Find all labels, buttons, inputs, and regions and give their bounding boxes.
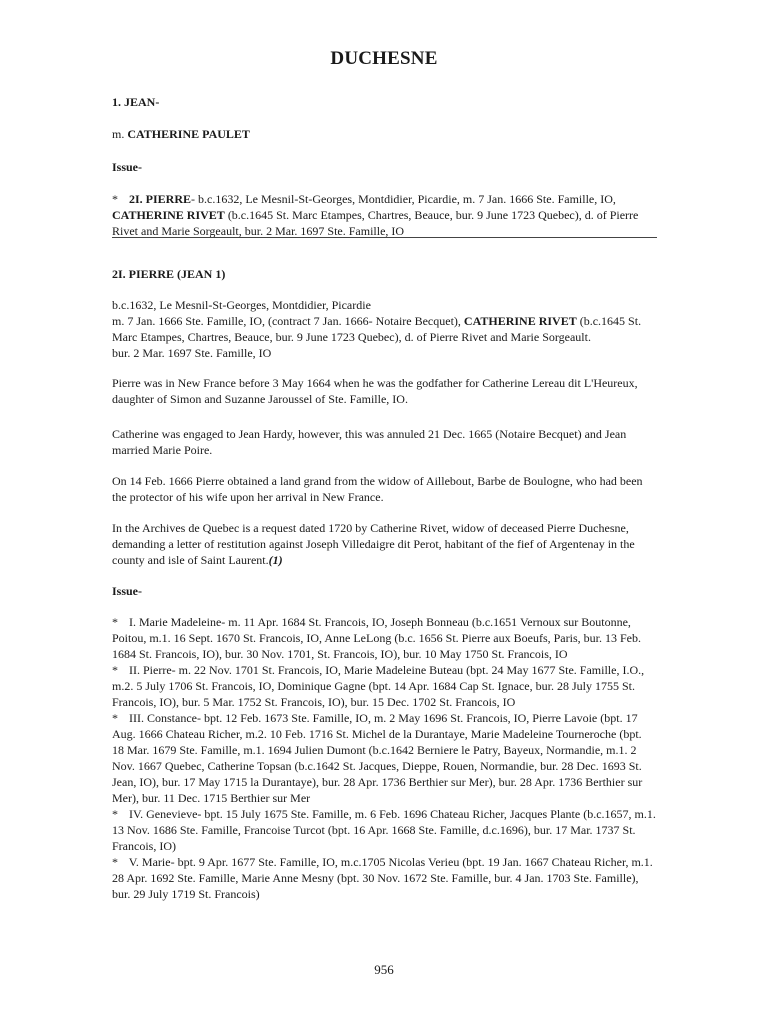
gen2-paragraph-3: On 14 Feb. 1666 Pierre obtained a land grand from the widow of Aillebout, Barbe de Boulogne, who had been the protector of his wife upon her arrival in New France. (112, 474, 643, 504)
gen2-burial: bur. 2 Mar. 1697 Ste. Famille, IO (112, 346, 272, 360)
issue-text: II. Pierre- m. 22 Nov. 1701 St. Francois, IO, Marie Madeleine Buteau (bpt. 24 May 1677 Ste. Famille, I.O., m.2. 5 July 1706 St. Francois, IO, Dominique Gagne (bpt. 14 Apr. 1684 Cap St. Ignace, bur. 28 July 1755 St. Francois, IO), bur. 5 Mar. 1752 St. Francois, IO), bur. 15 Dec. 1702 St. Francois, IO (112, 663, 645, 709)
issue-text: I. Marie Madeleine- m. 11 Apr. 1684 St. Francois, IO, Joseph Bonneau (b.c.1651 Vernoux sur Boutonne, Poitou, m.1. 16 Sept. 1670 St. Francois, IO, Anne LeLong (b.c. 1656 St. Pierre aux Boeufs, Paris, bur. 13 Feb. 1684 St. Francois, IO), bur. 30 Nov. 1701, St. Francois, IO), bur. 10 May 1750 St. Francois, IO (112, 615, 641, 661)
gen1-heading: 1. JEAN- (112, 95, 160, 109)
gen2-issue-label: Issue- (112, 584, 143, 598)
gen1-marriage-prefix: m. (112, 127, 128, 141)
footnote-ref: (1) (268, 553, 283, 567)
gen1-child-name: 2I. PIERRE (129, 192, 192, 206)
gen1-spouse: CATHERINE PAULET (127, 127, 250, 141)
bullet-star: * (112, 615, 118, 629)
gen1-child-spouse: CATHERINE RIVET (112, 208, 225, 222)
list-item (112, 662, 656, 710)
list-item (112, 614, 656, 662)
gen2-paragraph-1: Pierre was in New France before 3 May 1664 when he was the godfather for Catherine Lereau dit L'Heureux, daughter of Simon and Suzanne Jaroussel of Ste. Famille, IO. (112, 376, 638, 406)
section-divider (112, 237, 657, 238)
issue-text: IV. Genevieve- bpt. 15 July 1675 Ste. Famille, m. 6 Feb. 1696 Chateau Richer, Jacques Plante (b.c.1657, m.1. 13 Nov. 1686 Ste. Famille, Francoise Turcot (bpt. 16 Apr. 1668 Ste. Famille, d.c.1696), bur. 17 Mar. 1737 St. Francois, IO) (112, 807, 656, 853)
gen1-child-text1: - b.c.1632, Le Mesnil-St-Georges, Montdidier, Picardie, m. 7 Jan. 1666 Ste. Famille, IO, (191, 192, 616, 206)
gen2-vitals (112, 297, 656, 361)
gen2-marriage-post: (b.c.1645 St. Marc Etampes, Chartres, Beauce, bur. 9 June 1723 Quebec), d. of Pierre Rivet and Marie Sorgeault. (112, 314, 642, 344)
bullet-star: * (112, 192, 118, 206)
document-page (112, 0, 656, 1024)
list-item (112, 710, 656, 806)
gen2-issue-list (112, 614, 656, 902)
gen2-marriage-pre: m. 7 Jan. 1666 Ste. Famille, IO, (contract 7 Jan. 1666- Notaire Becquet), (112, 314, 464, 328)
list-item (112, 854, 656, 902)
issue-text: V. Marie- bpt. 9 Apr. 1677 Ste. Famille, IO, m.c.1705 Nicolas Verieu (bpt. 19 Jan. 1667 Chateau Richer, m.1. 28 Apr. 1692 Ste. Famille, Marie Anne Mesny (bpt. 30 Nov. 1672 Ste. Famille, bur. 4 Jan. 1703 Ste. Famille), bur. 29 July 1719 St. Francois) (112, 855, 653, 901)
gen1-issue-label: Issue- (112, 160, 143, 174)
gen2-paragraph-2: Catherine was engaged to Jean Hardy, however, this was annuled 21 Dec. 1665 (Notaire Becquet) and Jean married Marie Poire. (112, 427, 627, 457)
bullet-star: * (112, 711, 118, 725)
bullet-star: * (112, 807, 118, 821)
list-item (112, 806, 656, 854)
bullet-star: * (112, 663, 118, 677)
gen2-heading: 2I. PIERRE (JEAN 1) (112, 267, 226, 281)
gen2-paragraph-4-text: In the Archives de Quebec is a request dated 1720 by Catherine Rivet, widow of deceased Pierre Duchesne, demanding a letter of restitution against Joseph Villedaigre dit Perot, habitant of the fief of Argentenay in the county and isle of Saint Laurent. (112, 521, 635, 567)
gen1-child-entry (112, 191, 656, 239)
page-number: 956 (374, 962, 394, 977)
issue-text: III. Constance- bpt. 12 Feb. 1673 Ste. Famille, IO, m. 2 May 1696 St. Francois, IO, Pierre Lavoie (bpt. 17 Aug. 1666 Chateau Richer, m.2. 10 Feb. 1716 St. Michel de la Durantaye, Marie Madeleine Tourneroche (bpt. 18 Mar. 1679 Ste. Famille, m.1. 1694 Julien Dumont (b.c.1642 Berniere le Patry, Bayeux, Normandie, m.1. 2 Nov. 1667 Quebec, Catherine Topsan (b.c.1642 St. Jacques, Dieppe, Rouen, Normandie, bur. 28 Dec. 1693 St. Jean, IO), bur. 17 May 1715 la Durantaye), bur. 28 Apr. 1736 Berthier sur Mer), bur. 28 Apr. 1736 Berthier sur Mer), bur. 11 Dec. 1715 Berthier sur Mer (112, 711, 643, 805)
page-title: DUCHESNE (330, 48, 438, 69)
gen1-marriage (112, 126, 656, 142)
gen2-spouse: CATHERINE RIVET (463, 314, 577, 328)
gen2-paragraph-4 (112, 520, 656, 568)
gen2-birth: b.c.1632, Le Mesnil-St-Georges, Montdidier, Picardie (112, 298, 371, 312)
gen1-child-text2: (b.c.1645 St. Marc Etampes, Chartres, Beauce, bur. 9 June 1723 Quebec), d. of Pierre Rivet and Marie Sorgeault, bur. 2 Mar. 1697 Ste. Famille, IO (112, 208, 639, 238)
bullet-star: * (112, 855, 118, 869)
